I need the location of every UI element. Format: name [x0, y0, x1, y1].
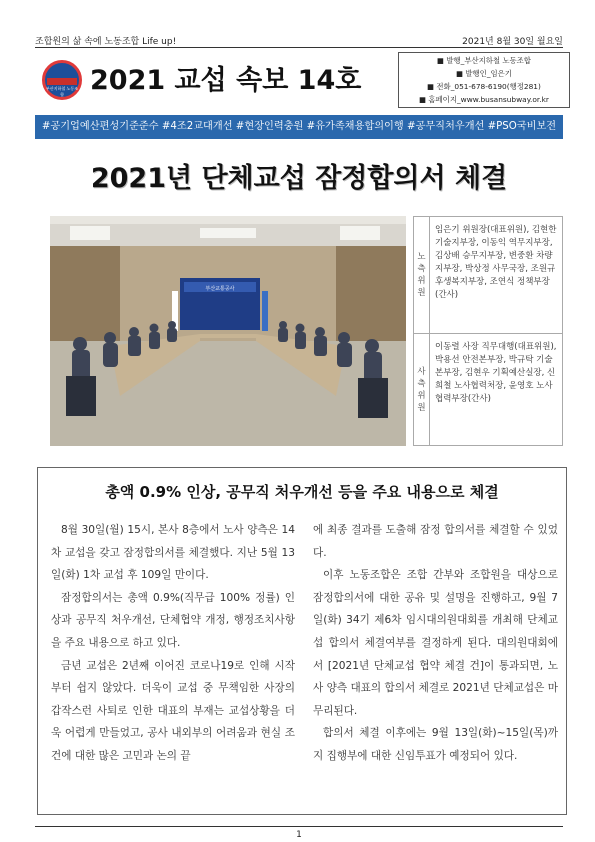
slogan: 조합원의 삶 속에 노동조합 Life up! — [35, 37, 177, 47]
labor-members: 임은기 위원장(대표위원), 김현한 기술지부장, 이동익 역무지부장, 김상배 승무지부장, 변중환 차량지부장, 박상정 사무국장, 조원규 후생복지부장, 조연식 정책부장(간사) — [435, 225, 557, 300]
labor-label: 노측위원 — [414, 217, 430, 333]
top-divider — [35, 47, 563, 48]
article-subheading: 총액 0.9% 인상, 공무직 처우개선 등을 주요 내용으로 체결 — [105, 483, 499, 501]
bottom-divider — [35, 826, 563, 827]
homepage-link[interactable]: ■ 홈페이지_www.busansubway.or.kr — [419, 95, 549, 104]
newsletter-title: 2021 교섭 속보 14호 — [90, 65, 362, 96]
issuer-line: ■ 발행인_임은기 — [456, 69, 512, 78]
publisher-info-box — [398, 52, 570, 108]
union-logo — [42, 60, 82, 100]
paragraph: 이후 노동조합은 조합 간부와 조합원을 대상으로 잠정합의서에 대한 공유 및 설명을 진행하고, 9월 7일(화) 34기 제6차 임시대의원대회를 개최해 단체교섭 합의서 체결여부를 결정하게 된다. 대의원대회에서 [2021년 단체교섭 협약 체결 건]이 통과되면, 노사 양측 대표의 합의서 체결로 2021년 단체교섭은 마무리된다. — [313, 569, 558, 717]
screen-caption: 부산교통공사 — [205, 286, 235, 292]
labor-members-row — [414, 217, 562, 334]
meeting-photo — [50, 216, 406, 446]
management-members-row — [414, 334, 562, 445]
logo-text: 부산지하철 노동조합 — [45, 86, 79, 97]
article-column-right — [313, 519, 558, 768]
phone-line: ■ 전화_051-678-6190(행정281) — [427, 82, 541, 91]
meeting-room-illustration — [50, 216, 406, 446]
article-column-left — [51, 519, 295, 768]
main-headline: 2021년 단체교섭 잠정합의서 체결 — [90, 163, 508, 194]
management-members: 이동렬 사장 직무대행(대표위원), 박용선 안전본부장, 박규탁 기술본부장, 김현우 기획예산실장, 신희철 노사협력처장, 윤영호 노사협력부장(간사) — [435, 342, 557, 404]
paragraph: 8월 30일(월) 15시, 본사 8층에서 노사 양측은 14차 교섭을 갖고 잠정합의서를 체결했다. 지난 5월 13일(화) 1차 교섭 후 109일 만이다. — [51, 524, 295, 582]
publisher-line: ■ 발행_부산지하철 노동조합 — [437, 56, 531, 65]
paragraph: 에 최종 결과를 도출해 잠정 합의서를 체결할 수 있었다. — [313, 524, 558, 559]
committee-members-table — [413, 216, 563, 446]
paragraph: 금년 교섭은 2년째 이어진 코로나19로 인해 시작부터 쉽지 않았다. 더욱이 교섭 중 무책임한 사장의 갑작스런 사퇴로 인한 대표의 부재는 교섭상황을 더욱 어렵게 만들었고, 공사 내외부의 어려움과 현실 조건에 대한 많은 고민과 논의 끝 — [51, 659, 295, 762]
page-number: 1 — [296, 830, 302, 840]
paragraph: 잠정합의서는 총액 0.9%(직무급 100% 정률) 인상과 공무직 처우개선, 단체협약 개정, 행정조치사항을 주요 내용으로 하고 있다. — [51, 591, 295, 649]
top-line — [35, 34, 563, 47]
management-label: 사측위원 — [414, 334, 430, 445]
paragraph: 합의서 체결 이후에는 9월 13일(화)~15일(목)까지 집행부에 대한 신임투표가 예정되어 있다. — [313, 727, 558, 762]
issue-date: 2021년 8월 30일 월요일 — [462, 37, 563, 47]
hashtag-bar: #공기업예산편성기준준수 #4조2교대개선 #현장인력충원 #유가족채용합의이행 #공무직처우개선 #PSO국비보전 — [35, 115, 563, 139]
logo-band — [47, 78, 77, 85]
